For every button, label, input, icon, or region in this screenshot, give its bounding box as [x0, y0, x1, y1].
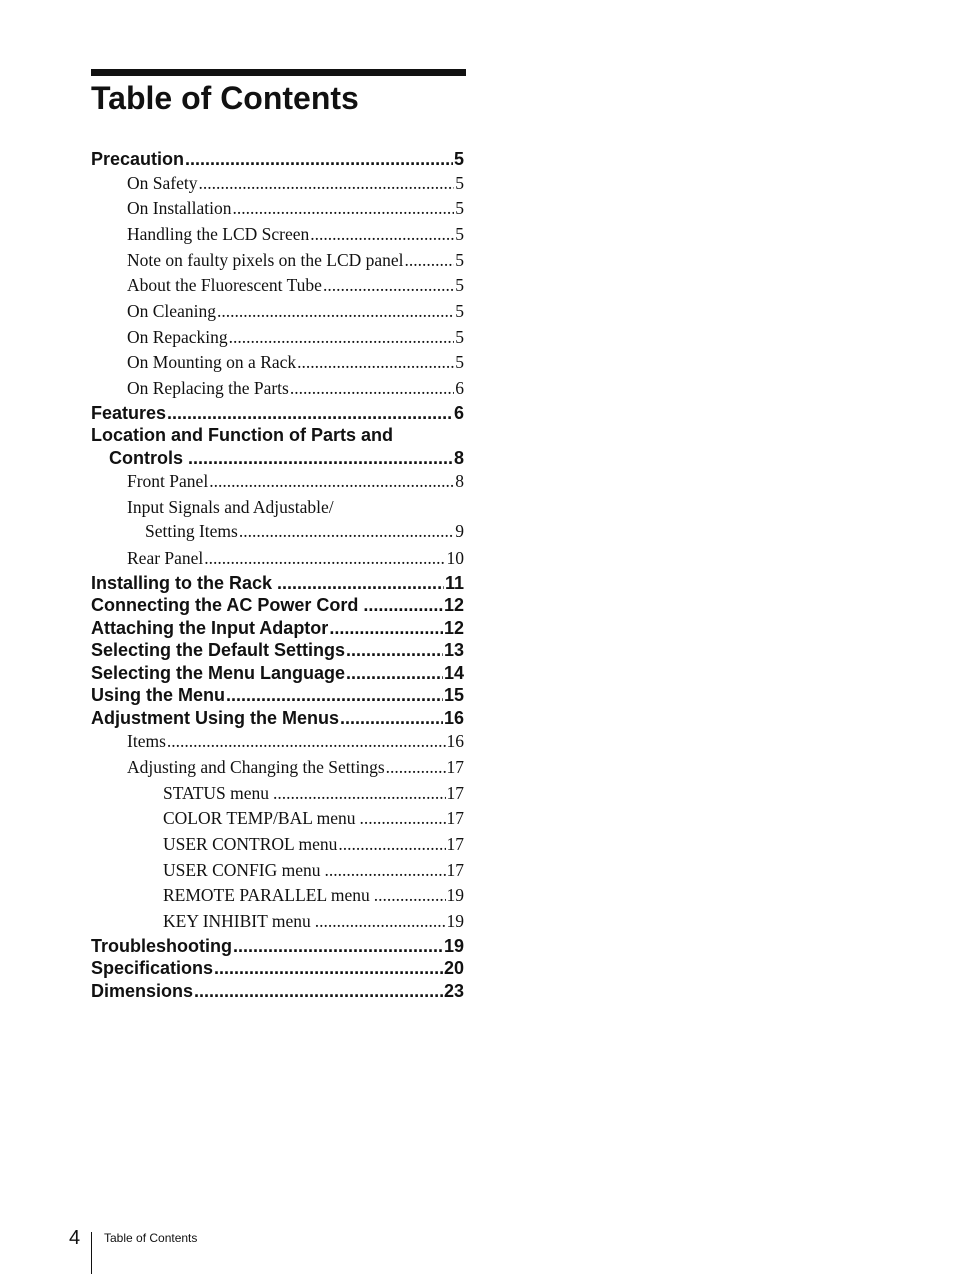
dot-leader: [188, 447, 453, 470]
toc-entry-title-line2: Setting Items: [145, 521, 238, 542]
toc-entry-menu-language[interactable]: [91, 662, 464, 685]
toc-entry-on-repacking[interactable]: [91, 325, 464, 351]
toc-entry-title: Handling the LCD Screen: [127, 223, 310, 244]
toc-entry-page: 17: [446, 808, 464, 829]
toc-entry-precaution[interactable]: [91, 148, 464, 171]
toc-entry-title: Installing to the Rack: [91, 572, 273, 593]
dot-leader: [233, 935, 443, 958]
dot-leader: [386, 755, 446, 781]
dot-leader: [315, 909, 446, 935]
footer-label: Table of Contents: [104, 1231, 198, 1245]
toc-entry-page: 8: [455, 471, 464, 492]
toc-entry-faulty-pixels[interactable]: [91, 248, 464, 274]
toc-entry-attaching-adaptor[interactable]: [91, 617, 464, 640]
toc-entry-title: USER CONTROL menu: [163, 834, 338, 855]
toc-entry-page: 5: [455, 301, 464, 322]
toc-entry-page: 15: [443, 685, 464, 706]
toc-entry-page: 13: [443, 640, 464, 661]
toc-entry-page: 20: [443, 958, 464, 979]
toc-entry-title: Features: [91, 402, 167, 423]
toc-entry-title: USER CONFIG menu: [163, 859, 321, 880]
toc-entry-title: Specifications: [91, 958, 214, 979]
toc-entry-title: STATUS menu: [163, 782, 270, 803]
toc-entry-rear-panel[interactable]: [91, 546, 464, 572]
toc-entry-specifications[interactable]: [91, 957, 464, 980]
toc-entry-replacing-parts[interactable]: [91, 376, 464, 402]
toc-entry-title: On Replacing the Parts: [127, 378, 289, 399]
toc-entry-page: 12: [443, 617, 464, 638]
toc-entry-title: On Safety: [127, 172, 198, 193]
toc-entry-on-cleaning[interactable]: [91, 299, 464, 325]
dot-leader: [194, 980, 443, 1003]
footer-page-number: 4: [69, 1227, 81, 1249]
toc-entry-page: 6: [455, 378, 464, 399]
dot-leader: [214, 957, 443, 980]
toc-entry-title: Dimensions: [91, 980, 194, 1001]
toc-entry-page: 5: [455, 249, 464, 270]
toc-entry-page: 17: [446, 834, 464, 855]
toc-entry-title: Troubleshooting: [91, 935, 232, 956]
toc-entry-adjusting-changing[interactable]: [91, 755, 464, 781]
toc-entry-title: Rear Panel: [127, 548, 204, 569]
toc-entry-input-signals[interactable]: [91, 495, 464, 543]
dot-leader: [217, 299, 454, 325]
toc-entry-key-inhibit-menu[interactable]: [91, 909, 464, 935]
title-rule: [91, 69, 466, 76]
dot-leader: [325, 858, 446, 884]
toc-entry-title-line2: Controls: [109, 447, 183, 468]
toc-entry-installing-rack[interactable]: [91, 572, 464, 595]
footer-divider: [91, 1232, 92, 1274]
toc-entry-title: Precaution: [91, 149, 185, 169]
toc-entry-title: Selecting the Menu Language: [91, 662, 346, 683]
dot-leader: [239, 520, 454, 543]
dot-leader: [204, 546, 445, 572]
dot-leader: [374, 883, 446, 909]
toc-entry-title: On Cleaning: [127, 301, 216, 322]
toc-entry-page: 5: [455, 223, 464, 244]
toc-entry-user-config-menu[interactable]: [91, 858, 464, 884]
dot-leader: [229, 325, 455, 351]
dot-leader: [167, 402, 453, 425]
toc-entry-status-menu[interactable]: [91, 781, 464, 807]
toc-entry-on-installation[interactable]: [91, 196, 464, 222]
dot-leader: [363, 594, 443, 617]
toc-entry-page: 6: [453, 402, 464, 423]
toc-entry-page: 14: [443, 662, 464, 683]
toc-entry-title: Selecting the Default Settings: [91, 640, 346, 661]
toc-entry-fluorescent-tube[interactable]: [91, 273, 464, 299]
dot-leader: [340, 707, 443, 730]
dot-leader: [329, 617, 443, 640]
toc-entry-title: Using the Menu: [91, 685, 225, 706]
toc-entry-front-panel[interactable]: [91, 469, 464, 495]
toc-entry-page: 5: [455, 352, 464, 373]
toc-entry-page: 5: [455, 275, 464, 296]
dot-leader: [198, 171, 454, 197]
toc-entry-page: 19: [446, 911, 464, 932]
toc-entry-page: 17: [446, 782, 464, 803]
dot-leader: [167, 729, 446, 755]
dot-leader: [209, 469, 454, 495]
toc-entry-title: Note on faulty pixels on the LCD panel: [127, 249, 404, 270]
toc-entry-page: 5: [453, 149, 464, 169]
page-title: Table of Contents: [91, 80, 359, 116]
toc-entry-dimensions[interactable]: [91, 980, 464, 1003]
toc-entry-title: COLOR TEMP/BAL menu: [163, 808, 356, 829]
toc-entry-items[interactable]: [91, 729, 464, 755]
toc-entry-page: 23: [443, 980, 464, 1001]
toc-entry-user-control-menu[interactable]: [91, 832, 464, 858]
dot-leader: [360, 806, 446, 832]
dot-leader: [273, 781, 445, 807]
dot-leader: [323, 273, 454, 299]
toc-entry-title-line1: Location and Function of Parts and: [91, 425, 394, 446]
toc-entry-title-line1: Input Signals and Adjustable/: [127, 497, 334, 518]
dot-leader: [346, 639, 443, 662]
toc-entry-title: Attaching the Input Adaptor: [91, 617, 329, 638]
toc-entry-page: 8: [453, 447, 464, 468]
toc-entry-title: REMOTE PARALLEL menu: [163, 885, 370, 906]
toc-entry-title: On Mounting on a Rack: [127, 352, 297, 373]
dot-leader: [226, 684, 443, 707]
toc-entry-page: 5: [455, 326, 464, 347]
toc-entry-page: 19: [446, 885, 464, 906]
toc-entry-on-safety[interactable]: [91, 171, 464, 197]
toc-entry-page: 12: [443, 595, 464, 616]
dot-leader: [290, 376, 454, 402]
toc-entry-title: About the Fluorescent Tube: [127, 275, 322, 296]
dot-leader: [338, 832, 445, 858]
toc-entry-default-settings[interactable]: [91, 639, 464, 662]
dot-leader: [346, 662, 443, 685]
toc-entry-title: Adjustment Using the Menus: [91, 707, 340, 728]
toc-entry-mounting-rack[interactable]: [91, 350, 464, 376]
toc-entry-title: On Repacking: [127, 326, 228, 347]
toc-entry-page: 17: [446, 756, 464, 777]
toc-entry-location-function[interactable]: [91, 424, 464, 469]
toc-entry-page: 5: [455, 172, 464, 193]
toc-entry-connecting-ac[interactable]: [91, 594, 464, 617]
toc-entry-handling-lcd[interactable]: [91, 222, 464, 248]
toc-entry-features[interactable]: [91, 402, 464, 425]
table-of-contents: [91, 148, 464, 1002]
toc-entry-using-menu[interactable]: [91, 684, 464, 707]
toc-entry-title: On Installation: [127, 198, 232, 219]
toc-entry-remote-parallel-menu[interactable]: [91, 883, 464, 909]
toc-entry-page: 16: [443, 707, 464, 728]
toc-entry-page: 19: [443, 935, 464, 956]
dot-leader: [185, 148, 453, 171]
dot-leader: [310, 222, 454, 248]
toc-entry-title: Front Panel: [127, 471, 209, 492]
toc-entry-title: Adjusting and Changing the Settings: [127, 756, 385, 777]
dot-leader: [233, 196, 455, 222]
toc-entry-page: 9: [455, 521, 464, 542]
toc-entry-page: 10: [446, 548, 464, 569]
dot-leader: [405, 248, 455, 274]
toc-entry-title: Items: [127, 731, 166, 752]
toc-entry-page: 16: [446, 731, 464, 752]
toc-entry-page: 5: [455, 198, 464, 219]
toc-entry-title: Connecting the AC Power Cord: [91, 595, 359, 616]
toc-entry-page: 17: [446, 859, 464, 880]
dot-leader: [297, 350, 454, 376]
toc-entry-page: 11: [444, 572, 464, 593]
toc-entry-title: KEY INHIBIT menu: [163, 911, 311, 932]
toc-entry-adjustment-menus[interactable]: [91, 707, 464, 730]
toc-entry-troubleshooting[interactable]: [91, 935, 464, 958]
toc-entry-color-temp-menu[interactable]: [91, 806, 464, 832]
dot-leader: [277, 572, 444, 595]
